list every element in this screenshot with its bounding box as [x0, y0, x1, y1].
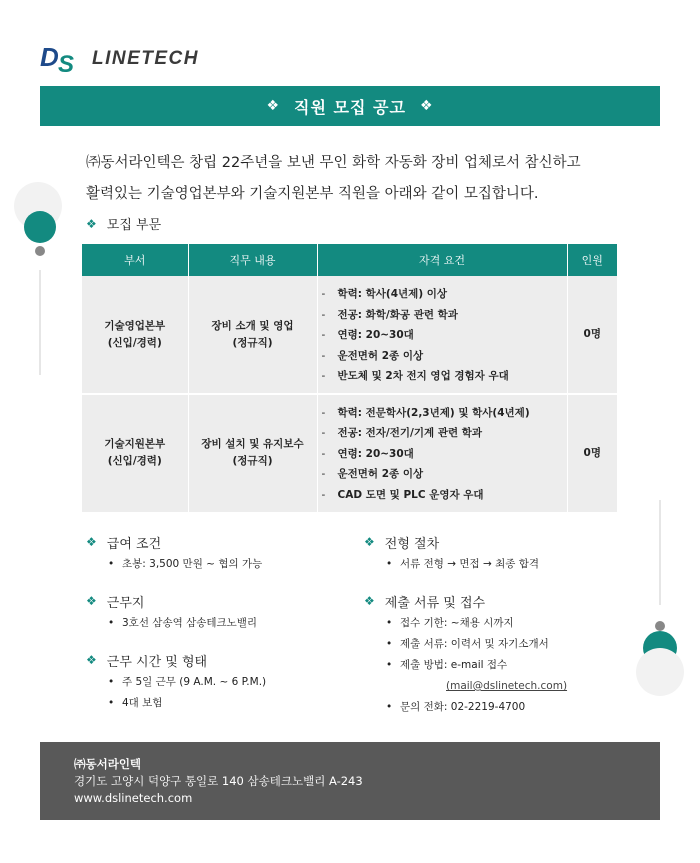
requirement-text: 학력: 전문학사(2,3년제) 및 학사(4년제): [337, 406, 530, 419]
requirement-item: - 연령: 20~30대: [322, 444, 563, 465]
dept-type: (신입/경력): [107, 336, 162, 349]
col-header-count: 인원: [567, 244, 617, 276]
dept-name: 기술영업본부: [104, 319, 166, 332]
requirement-item: - 전공: 전자/전기/기계 관련 학과: [322, 424, 563, 445]
requirement-text: 연령: 20~30대: [337, 329, 414, 341]
logo-mark-text: D: [40, 44, 59, 72]
requirements-cell: [317, 394, 567, 513]
list-item: • 4대 보험: [108, 693, 346, 714]
duty-type: (정규직): [232, 455, 273, 468]
count-cell: 0명: [567, 394, 617, 513]
list-item: • 3호선 삼송역 삼송테크노밸리: [108, 613, 346, 634]
table-row: [82, 394, 617, 513]
intro-line-2: 활력있는 기술영업본부와 기술지원본부 직원을 아래와 같이 모집합니다.: [86, 186, 539, 202]
submission-heading: [364, 589, 664, 613]
requirement-text: 전공: 전자/전기/기계 관련 학과: [337, 427, 483, 440]
dept-type: (신입/경력): [107, 455, 162, 468]
table-row: [82, 276, 617, 394]
diamond-icon: ❖: [266, 98, 281, 114]
recruit-heading-label: 모집 부문: [106, 218, 162, 233]
list-item: • 초봉: 3,500 만원 ~ 협의 가능: [108, 554, 346, 575]
list-item: • 제출 방법: e-mail 접수: [386, 655, 664, 676]
submission-section: [364, 589, 664, 718]
requirement-item: - 연령: 20~30대: [322, 325, 563, 346]
duty-cell: [188, 276, 317, 394]
dept-name: 기술지원본부: [104, 438, 166, 451]
logo-mark-s: S: [58, 51, 75, 74]
diamond-icon: ❖: [86, 216, 97, 231]
requirement-item: - CAD 도면 및 PLC 운영자 우대: [322, 485, 563, 506]
requirement-item: - 전공: 화학/화공 관련 학과: [322, 305, 563, 326]
left-info-column: [86, 530, 346, 714]
diamond-icon: ❖: [86, 535, 97, 549]
col-header-duty: 직무 내용: [188, 244, 317, 276]
list-item: • 주 5일 근무 (9 A.M. ~ 6 P.M.): [108, 672, 346, 693]
right-info-column: [364, 530, 664, 718]
hours-list: [86, 672, 346, 714]
col-header-dept: 부서: [82, 244, 188, 276]
diamond-icon: ❖: [364, 535, 375, 549]
requirement-item: - 운전면허 2종 이상: [322, 465, 563, 486]
location-heading: [86, 589, 346, 613]
hours-heading: [86, 648, 346, 672]
submission-list: [364, 613, 664, 718]
list-item: • 문의 전화: 02-2219-4700: [386, 697, 664, 718]
footer-address: 경기도 고양시 덕양구 통일로 140 삼송테크노밸리 A-243: [74, 774, 363, 788]
footer: [40, 742, 660, 820]
left-decoration: [0, 170, 75, 390]
process-heading: [364, 530, 664, 554]
diamond-icon: ❖: [364, 594, 375, 608]
duty-name: 장비 소개 및 영업: [211, 319, 294, 332]
requirement-text: 전공: 화학/화공 관련 학과: [337, 308, 458, 321]
requirement-item: - 학력: 학사(4년제) 이상: [322, 284, 563, 305]
process-section: [364, 530, 664, 575]
diamond-icon: ❖: [86, 594, 97, 608]
duty-type: (정규직): [232, 336, 273, 349]
location-heading-label: 근무지: [106, 595, 145, 611]
dept-cell: [82, 276, 188, 394]
footer-company: ㈜동서라인텍: [74, 757, 142, 771]
salary-section: [86, 530, 346, 575]
requirement-item: - 학력: 전문학사(2,3년제) 및 학사(4년제): [322, 403, 563, 424]
dept-cell: [82, 394, 188, 513]
diamond-icon: ❖: [86, 653, 97, 667]
table-header-row: [82, 244, 617, 276]
list-item: • 접수 기한: ~채용 시까지: [386, 613, 664, 634]
hours-section: [86, 648, 346, 714]
requirement-text: 연령: 20~30대: [337, 447, 414, 460]
requirement-text: 반도체 및 2차 전지 영업 경험자 우대: [337, 370, 509, 382]
intro-paragraph: [86, 148, 626, 210]
title-banner: [40, 86, 660, 126]
hours-heading-label: 근무 시간 및 형태: [106, 654, 208, 670]
email-line: [386, 676, 664, 697]
process-heading-label: 전형 절차: [384, 536, 440, 552]
salary-heading: [86, 530, 346, 554]
process-list: [364, 554, 664, 575]
requirement-text: 학력: 학사(4년제) 이상: [337, 288, 448, 300]
duty-name: 장비 설치 및 유지보수: [201, 438, 304, 451]
duty-cell: [188, 394, 317, 513]
company-logo: [40, 44, 199, 74]
salary-list: [86, 554, 346, 575]
footer-website[interactable]: www.dslinetech.com: [74, 791, 193, 805]
salary-heading-label: 급여 조건: [106, 536, 162, 552]
page-title: 직원 모집 공고: [294, 97, 406, 117]
location-section: [86, 589, 346, 634]
email-link[interactable]: (mail@dslinetech.com): [446, 680, 568, 692]
requirement-text: 운전면허 2종 이상: [337, 468, 424, 481]
col-header-requirements: 자격 요건: [317, 244, 567, 276]
ds-logo-mark: [40, 44, 86, 74]
submission-heading-label: 제출 서류 및 접수: [384, 595, 486, 611]
location-list: [86, 613, 346, 634]
list-item: • 서류 전형 → 면접 → 최종 합격: [386, 554, 664, 575]
intro-line-1: ㈜동서라인텍은 창립 22주년을 보낸 무인 화학 자동화 장비 업체로서 참신하고: [86, 155, 581, 171]
requirement-item: - 운전면허 2종 이상: [322, 346, 563, 367]
requirement-text: 운전면허 2종 이상: [337, 349, 424, 362]
requirements-cell: [317, 276, 567, 394]
list-item: • 제출 서류: 이력서 및 자기소개서: [386, 634, 664, 655]
logo-wordmark: LINETECH: [92, 48, 199, 69]
diamond-icon: ❖: [419, 98, 434, 114]
recruit-heading: [86, 214, 161, 233]
count-cell: 0명: [567, 276, 617, 394]
recruitment-table: [82, 244, 617, 514]
requirement-item: - 반도체 및 2차 전지 영업 경험자 우대: [322, 366, 563, 387]
requirement-text: CAD 도면 및 PLC 운영자 우대: [337, 488, 484, 501]
